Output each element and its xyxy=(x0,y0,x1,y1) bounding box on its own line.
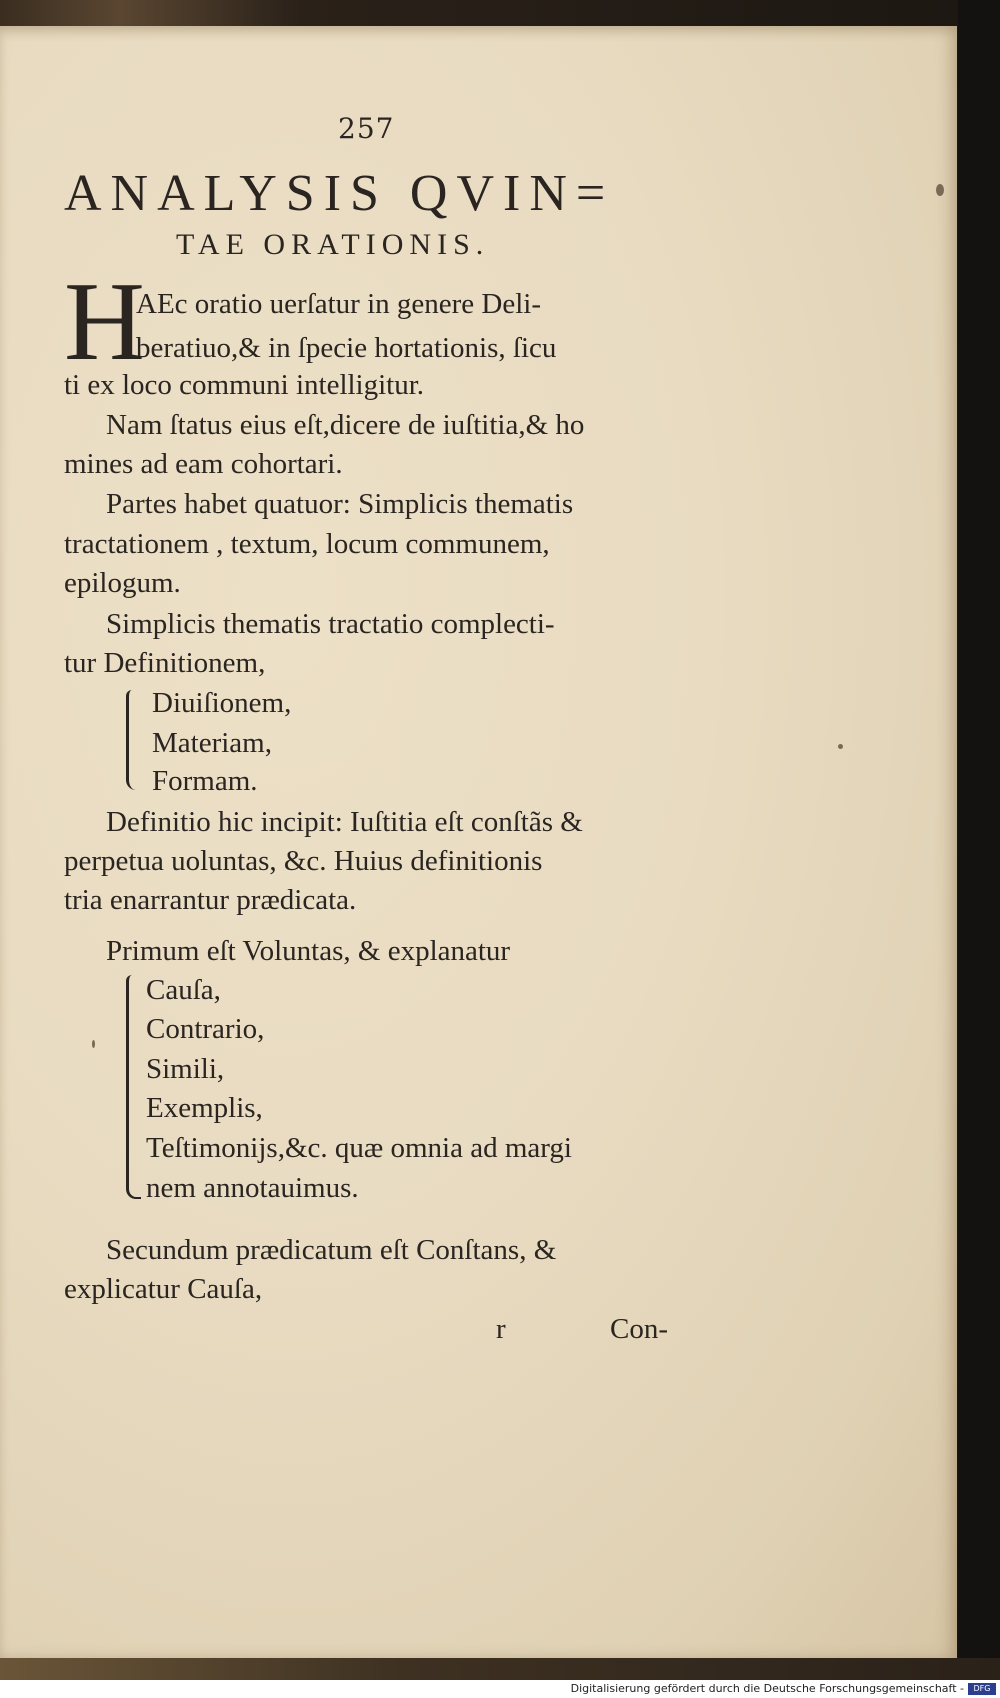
text-line: tractationem , textum, locum communem, xyxy=(64,528,550,560)
dfg-logo-icon: DFG xyxy=(968,1683,996,1695)
text-line: Definitio hic incipit: Iuſtitia eſt conſtãs & xyxy=(106,806,583,838)
text-line: epilogum. xyxy=(64,567,181,599)
list-brace xyxy=(126,690,139,790)
drop-cap-initial: H xyxy=(64,260,145,384)
top-book-edge xyxy=(0,0,1000,26)
digitization-credit-bar xyxy=(0,1680,1000,1698)
list-item: Teſtimonijs,&c. quæ omnia ad margi xyxy=(146,1132,572,1164)
text-line: beratiuo,& in ſpecie hortationis, ſicu xyxy=(136,332,557,364)
text-line: tur Definitionem, xyxy=(64,647,266,679)
page-title-line-1: ANALYSIS QVIN= xyxy=(64,165,615,222)
list-item: Cauſa, xyxy=(146,974,221,1006)
text-line: AEc oratio uerſatur in genere Deli- xyxy=(136,288,542,320)
text-line: Partes habet quatuor: Simplicis thematis xyxy=(106,488,574,520)
text-line: Nam ſtatus eius eſt,dicere de iuſtitia,& ho xyxy=(106,409,585,441)
paper-speck xyxy=(838,744,843,749)
catchword: Con- xyxy=(610,1313,668,1345)
list-item: Exemplis, xyxy=(146,1092,263,1124)
signature-mark: r xyxy=(496,1313,506,1345)
list-item: Materiam, xyxy=(152,727,272,759)
list-item: Simili, xyxy=(146,1053,225,1085)
list-item: Diuiſionem, xyxy=(152,687,292,719)
list-item: Formam. xyxy=(152,765,258,797)
text-line: Secundum prædicatum eſt Conſtans, & xyxy=(106,1234,557,1266)
paper-speck xyxy=(936,184,944,196)
list-brace xyxy=(126,975,141,1199)
list-item: nem annotauimus. xyxy=(146,1172,359,1204)
list-item: Contrario, xyxy=(146,1013,265,1045)
page-number: 257 xyxy=(338,112,395,145)
text-line: explicatur Cauſa, xyxy=(64,1273,263,1305)
text-line: mines ad eam cohortari. xyxy=(64,448,343,480)
text-line: Simplicis thematis tractatio complecti- xyxy=(106,608,555,640)
text-line: Primum eſt Voluntas, & explanatur xyxy=(106,935,511,967)
text-line: ti ex loco communi intelligitur. xyxy=(64,369,425,401)
digitization-credit-text: Digitalisierung gefördert durch die Deutsche Forschungsgemeinschaft - xyxy=(570,1682,964,1695)
text-line: tria enarrantur prædicata. xyxy=(64,884,357,916)
bottom-book-edge xyxy=(0,1658,1000,1680)
page-title-line-2: TAE ORATIONIS. xyxy=(176,228,490,261)
paper-speck xyxy=(92,1040,95,1048)
right-book-edge xyxy=(958,0,1000,1698)
text-line: perpetua uoluntas, &c. Huius definitionis xyxy=(64,845,543,877)
